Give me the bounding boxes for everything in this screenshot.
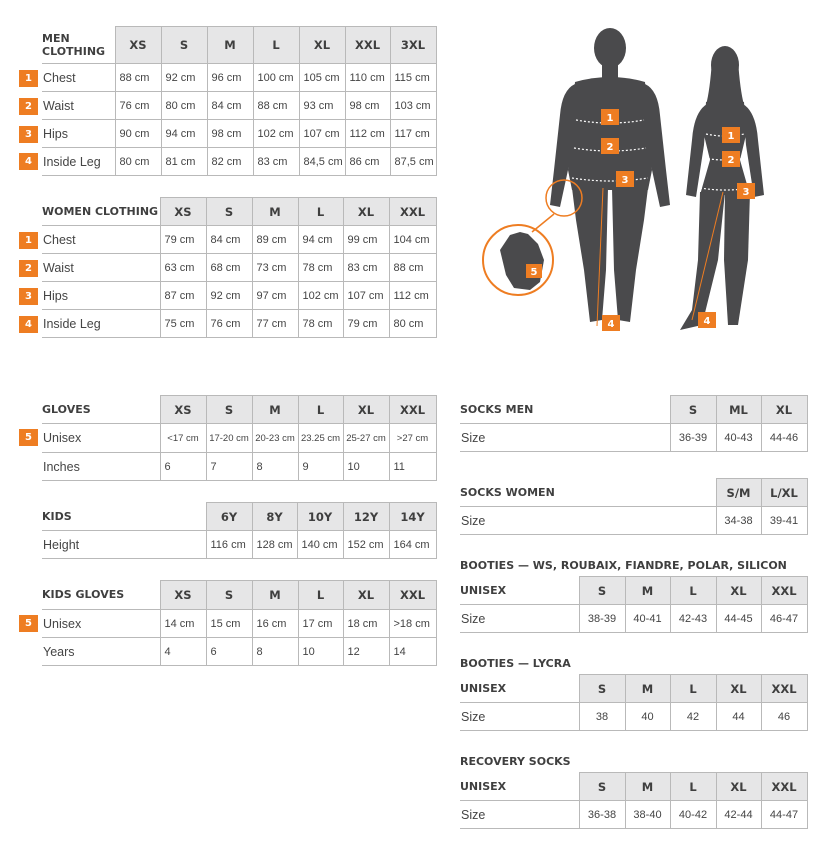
table-row (42, 148, 436, 176)
table-cell: 110 cm (345, 64, 390, 92)
table-cell: 46 (761, 703, 807, 731)
size-header: L (670, 675, 716, 703)
row-label: Waist (42, 254, 160, 282)
table-cell: 40-41 (625, 605, 670, 633)
size-header: S (670, 396, 716, 424)
table-row (42, 453, 436, 481)
badge-4: 4 (607, 319, 615, 330)
table-cell: 73 cm (252, 254, 298, 282)
table-cell: 40 (625, 703, 670, 731)
table-cell: 42-43 (670, 605, 716, 633)
kids-gloves-title: KIDS GLOVES (42, 581, 160, 610)
table-cell: 93 cm (299, 92, 345, 120)
row-label: Waist (42, 92, 115, 120)
table-cell: >27 cm (389, 424, 436, 453)
table-cell: 80 cm (161, 92, 207, 120)
table-cell: 20-23 cm (252, 424, 298, 453)
table-cell: >18 cm (389, 610, 436, 638)
size-header: 3XL (390, 27, 436, 64)
table-cell: 98 cm (207, 120, 253, 148)
table-cell: 87 cm (160, 282, 206, 310)
table-cell: 88 cm (115, 64, 161, 92)
table-cell: 116 cm (206, 531, 252, 559)
table-cell: 105 cm (299, 64, 345, 92)
table-cell: 4 (160, 638, 206, 666)
row-label: Chest (42, 64, 115, 92)
table-row (42, 531, 436, 559)
table-row (42, 226, 436, 254)
size-header: M (252, 396, 298, 424)
size-header: M (207, 27, 253, 64)
measure-badge-chest: 1 (19, 70, 38, 87)
table-cell: 112 cm (389, 282, 436, 310)
table-cell: 164 cm (389, 531, 436, 559)
row-label: Size (460, 605, 579, 633)
badge-1: 1 (606, 113, 614, 124)
row-label: Size (460, 801, 579, 829)
size-header: S (161, 27, 207, 64)
socks-men-table (460, 395, 808, 452)
table-cell: 14 (389, 638, 436, 666)
size-header: ML (716, 396, 761, 424)
table-cell: 23.25 cm (298, 424, 343, 453)
table-cell: 92 cm (161, 64, 207, 92)
measure-badge-inside-leg: 4 (19, 153, 38, 170)
table-cell: 82 cm (207, 148, 253, 176)
table-cell: 77 cm (252, 310, 298, 338)
size-header: L (670, 773, 716, 801)
size-header: M (625, 675, 670, 703)
table-cell: 17-20 cm (206, 424, 252, 453)
measure-badge-hips: 3 (19, 126, 38, 143)
table-cell: 117 cm (390, 120, 436, 148)
table-cell: 98 cm (345, 92, 390, 120)
booties-ws-title: UNISEX (460, 577, 579, 605)
table-cell: 10 (298, 638, 343, 666)
badge-5: 5 (530, 267, 538, 278)
table-cell: 11 (389, 453, 436, 481)
size-header: XS (160, 396, 206, 424)
size-header: L (298, 396, 343, 424)
measure-badge-waist: 2 (19, 98, 38, 115)
table-cell: 88 cm (389, 254, 436, 282)
size-header: XL (761, 396, 807, 424)
table-cell: 99 cm (343, 226, 389, 254)
table-cell: 83 cm (253, 148, 299, 176)
table-cell: 81 cm (161, 148, 207, 176)
table-cell: 16 cm (252, 610, 298, 638)
table-cell: 100 cm (253, 64, 299, 92)
booties-lycra-title: UNISEX (460, 675, 579, 703)
recovery-socks-title: UNISEX (460, 773, 579, 801)
size-header: M (252, 581, 298, 610)
recovery-socks-table (460, 772, 808, 829)
table-cell: 44 (716, 703, 761, 731)
row-label: Size (460, 703, 579, 731)
table-row (460, 801, 807, 829)
table-cell: 18 cm (343, 610, 389, 638)
table-cell: 84 cm (207, 92, 253, 120)
table-cell: 88 cm (253, 92, 299, 120)
size-header: XXL (761, 577, 807, 605)
table-row (460, 703, 807, 731)
women-title: WOMEN CLOTHING (42, 198, 160, 226)
table-cell: 102 cm (298, 282, 343, 310)
row-label: Unisex (42, 610, 160, 638)
size-header: 10Y (297, 503, 343, 531)
size-header: S (206, 581, 252, 610)
table-cell: 7 (206, 453, 252, 481)
table-row (460, 605, 807, 633)
table-cell: 38 (579, 703, 625, 731)
table-row (42, 424, 436, 453)
table-cell: 80 cm (115, 148, 161, 176)
table-cell: 97 cm (252, 282, 298, 310)
women-table (42, 197, 437, 338)
size-header: S (206, 396, 252, 424)
table-cell: 75 cm (160, 310, 206, 338)
measure-badge-hand: 5 (19, 615, 38, 632)
row-label: Hips (42, 282, 160, 310)
size-header: XXL (345, 27, 390, 64)
table-cell: 112 cm (345, 120, 390, 148)
table-row (42, 64, 436, 92)
measure-badge-waist: 2 (19, 260, 38, 277)
row-label: Inside Leg (42, 310, 160, 338)
table-cell: 140 cm (297, 531, 343, 559)
table-cell: 79 cm (343, 310, 389, 338)
gloves-table (42, 395, 437, 481)
size-header: XL (343, 198, 389, 226)
badge-1: 1 (727, 131, 735, 142)
measure-badge-chest: 1 (19, 232, 38, 249)
size-header: 12Y (343, 503, 389, 531)
measure-badge-inside-leg: 4 (19, 316, 38, 333)
row-label: Inside Leg (42, 148, 115, 176)
table-cell: 107 cm (343, 282, 389, 310)
table-cell: 38-39 (579, 605, 625, 633)
size-header: M (252, 198, 298, 226)
table-cell: 40-42 (670, 801, 716, 829)
table-cell: 40-43 (716, 424, 761, 452)
badge-2: 2 (727, 155, 735, 166)
table-row (42, 638, 436, 666)
table-cell: 34-38 (716, 507, 761, 535)
table-cell: 96 cm (207, 64, 253, 92)
table-cell: 128 cm (252, 531, 297, 559)
table-cell: 107 cm (299, 120, 345, 148)
table-row (42, 120, 436, 148)
table-cell: 6 (160, 453, 206, 481)
table-cell: 76 cm (206, 310, 252, 338)
table-cell: 115 cm (390, 64, 436, 92)
size-header: L (298, 581, 343, 610)
body-measurement-figure (480, 20, 780, 340)
size-header: L (670, 577, 716, 605)
recovery-socks-heading: RECOVERY SOCKS (460, 755, 571, 768)
size-header: XXL (389, 581, 436, 610)
size-header: XL (716, 675, 761, 703)
table-cell: 78 cm (298, 310, 343, 338)
table-cell: 17 cm (298, 610, 343, 638)
table-cell: 68 cm (206, 254, 252, 282)
size-header: L/XL (761, 479, 807, 507)
row-label: Years (42, 638, 160, 666)
booties-lycra-heading: BOOTIES — LYCRA (460, 657, 571, 670)
table-cell: 84,5 cm (299, 148, 345, 176)
row-label: Size (460, 507, 716, 535)
row-label: Hips (42, 120, 115, 148)
size-header: 8Y (252, 503, 297, 531)
size-header: M (625, 577, 670, 605)
men-table (42, 26, 437, 176)
table-row (460, 424, 807, 452)
table-row (42, 254, 436, 282)
table-cell: 6 (206, 638, 252, 666)
booties-ws-heading: BOOTIES — WS, ROUBAIX, FIANDRE, POLAR, SILICON (460, 559, 787, 572)
table-cell: 86 cm (345, 148, 390, 176)
size-header: XL (716, 773, 761, 801)
table-cell: 87,5 cm (390, 148, 436, 176)
gloves-title: GLOVES (42, 396, 160, 424)
table-cell: 94 cm (161, 120, 207, 148)
table-cell: 36-39 (670, 424, 716, 452)
row-label: Size (460, 424, 670, 452)
size-header: XXL (389, 396, 436, 424)
table-cell: 90 cm (115, 120, 161, 148)
table-cell: 104 cm (389, 226, 436, 254)
size-header: L (298, 198, 343, 226)
kids-gloves-table (42, 580, 437, 666)
table-cell: 76 cm (115, 92, 161, 120)
table-cell: 92 cm (206, 282, 252, 310)
table-cell: 63 cm (160, 254, 206, 282)
table-cell: 39-41 (761, 507, 807, 535)
table-row (42, 610, 436, 638)
size-header: XS (160, 581, 206, 610)
booties-ws-table (460, 576, 808, 633)
kids-table (42, 502, 437, 559)
row-label: Inches (42, 453, 160, 481)
badge-3: 3 (621, 175, 629, 186)
table-row (460, 507, 807, 535)
measure-badge-hand: 5 (19, 429, 38, 446)
table-row (42, 310, 436, 338)
size-header: XXL (761, 675, 807, 703)
table-cell: 103 cm (390, 92, 436, 120)
table-cell: 102 cm (253, 120, 299, 148)
table-cell: 84 cm (206, 226, 252, 254)
size-header: XS (115, 27, 161, 64)
kids-title: KIDS (42, 503, 206, 531)
size-header: 14Y (389, 503, 436, 531)
table-cell: 12 (343, 638, 389, 666)
table-cell: 46-47 (761, 605, 807, 633)
table-cell: <17 cm (160, 424, 206, 453)
table-cell: 36-38 (579, 801, 625, 829)
table-cell: 152 cm (343, 531, 389, 559)
socks-women-table (460, 478, 808, 535)
table-cell: 89 cm (252, 226, 298, 254)
table-cell: 9 (298, 453, 343, 481)
men-title: MEN CLOTHING (42, 27, 115, 64)
male-silhouette (550, 28, 670, 322)
size-header: XL (343, 396, 389, 424)
table-row (42, 92, 436, 120)
size-header: 6Y (206, 503, 252, 531)
table-cell: 38-40 (625, 801, 670, 829)
size-header: XS (160, 198, 206, 226)
size-header: L (253, 27, 299, 64)
size-header: S/M (716, 479, 761, 507)
table-cell: 80 cm (389, 310, 436, 338)
socks-men-title: SOCKS MEN (460, 396, 670, 424)
size-header: XL (716, 577, 761, 605)
badge-2: 2 (606, 142, 614, 153)
table-cell: 8 (252, 638, 298, 666)
table-cell: 78 cm (298, 254, 343, 282)
size-header: S (206, 198, 252, 226)
size-header: S (579, 773, 625, 801)
size-header: S (579, 577, 625, 605)
table-cell: 42 (670, 703, 716, 731)
table-cell: 14 cm (160, 610, 206, 638)
row-label: Unisex (42, 424, 160, 453)
row-label: Height (42, 531, 206, 559)
table-cell: 44-47 (761, 801, 807, 829)
size-header: S (579, 675, 625, 703)
table-cell: 25-27 cm (343, 424, 389, 453)
table-cell: 44-46 (761, 424, 807, 452)
table-cell: 79 cm (160, 226, 206, 254)
table-row (42, 282, 436, 310)
size-header: XL (299, 27, 345, 64)
size-header: M (625, 773, 670, 801)
row-label: Chest (42, 226, 160, 254)
size-header: XL (343, 581, 389, 610)
table-cell: 10 (343, 453, 389, 481)
measure-badge-hips: 3 (19, 288, 38, 305)
table-cell: 42-44 (716, 801, 761, 829)
size-header: XXL (761, 773, 807, 801)
socks-women-title: SOCKS WOMEN (460, 479, 716, 507)
table-cell: 44-45 (716, 605, 761, 633)
badge-4: 4 (703, 316, 711, 327)
table-cell: 83 cm (343, 254, 389, 282)
booties-lycra-table (460, 674, 808, 731)
badge-3: 3 (742, 187, 750, 198)
table-cell: 94 cm (298, 226, 343, 254)
table-cell: 8 (252, 453, 298, 481)
table-cell: 15 cm (206, 610, 252, 638)
size-header: XXL (389, 198, 436, 226)
